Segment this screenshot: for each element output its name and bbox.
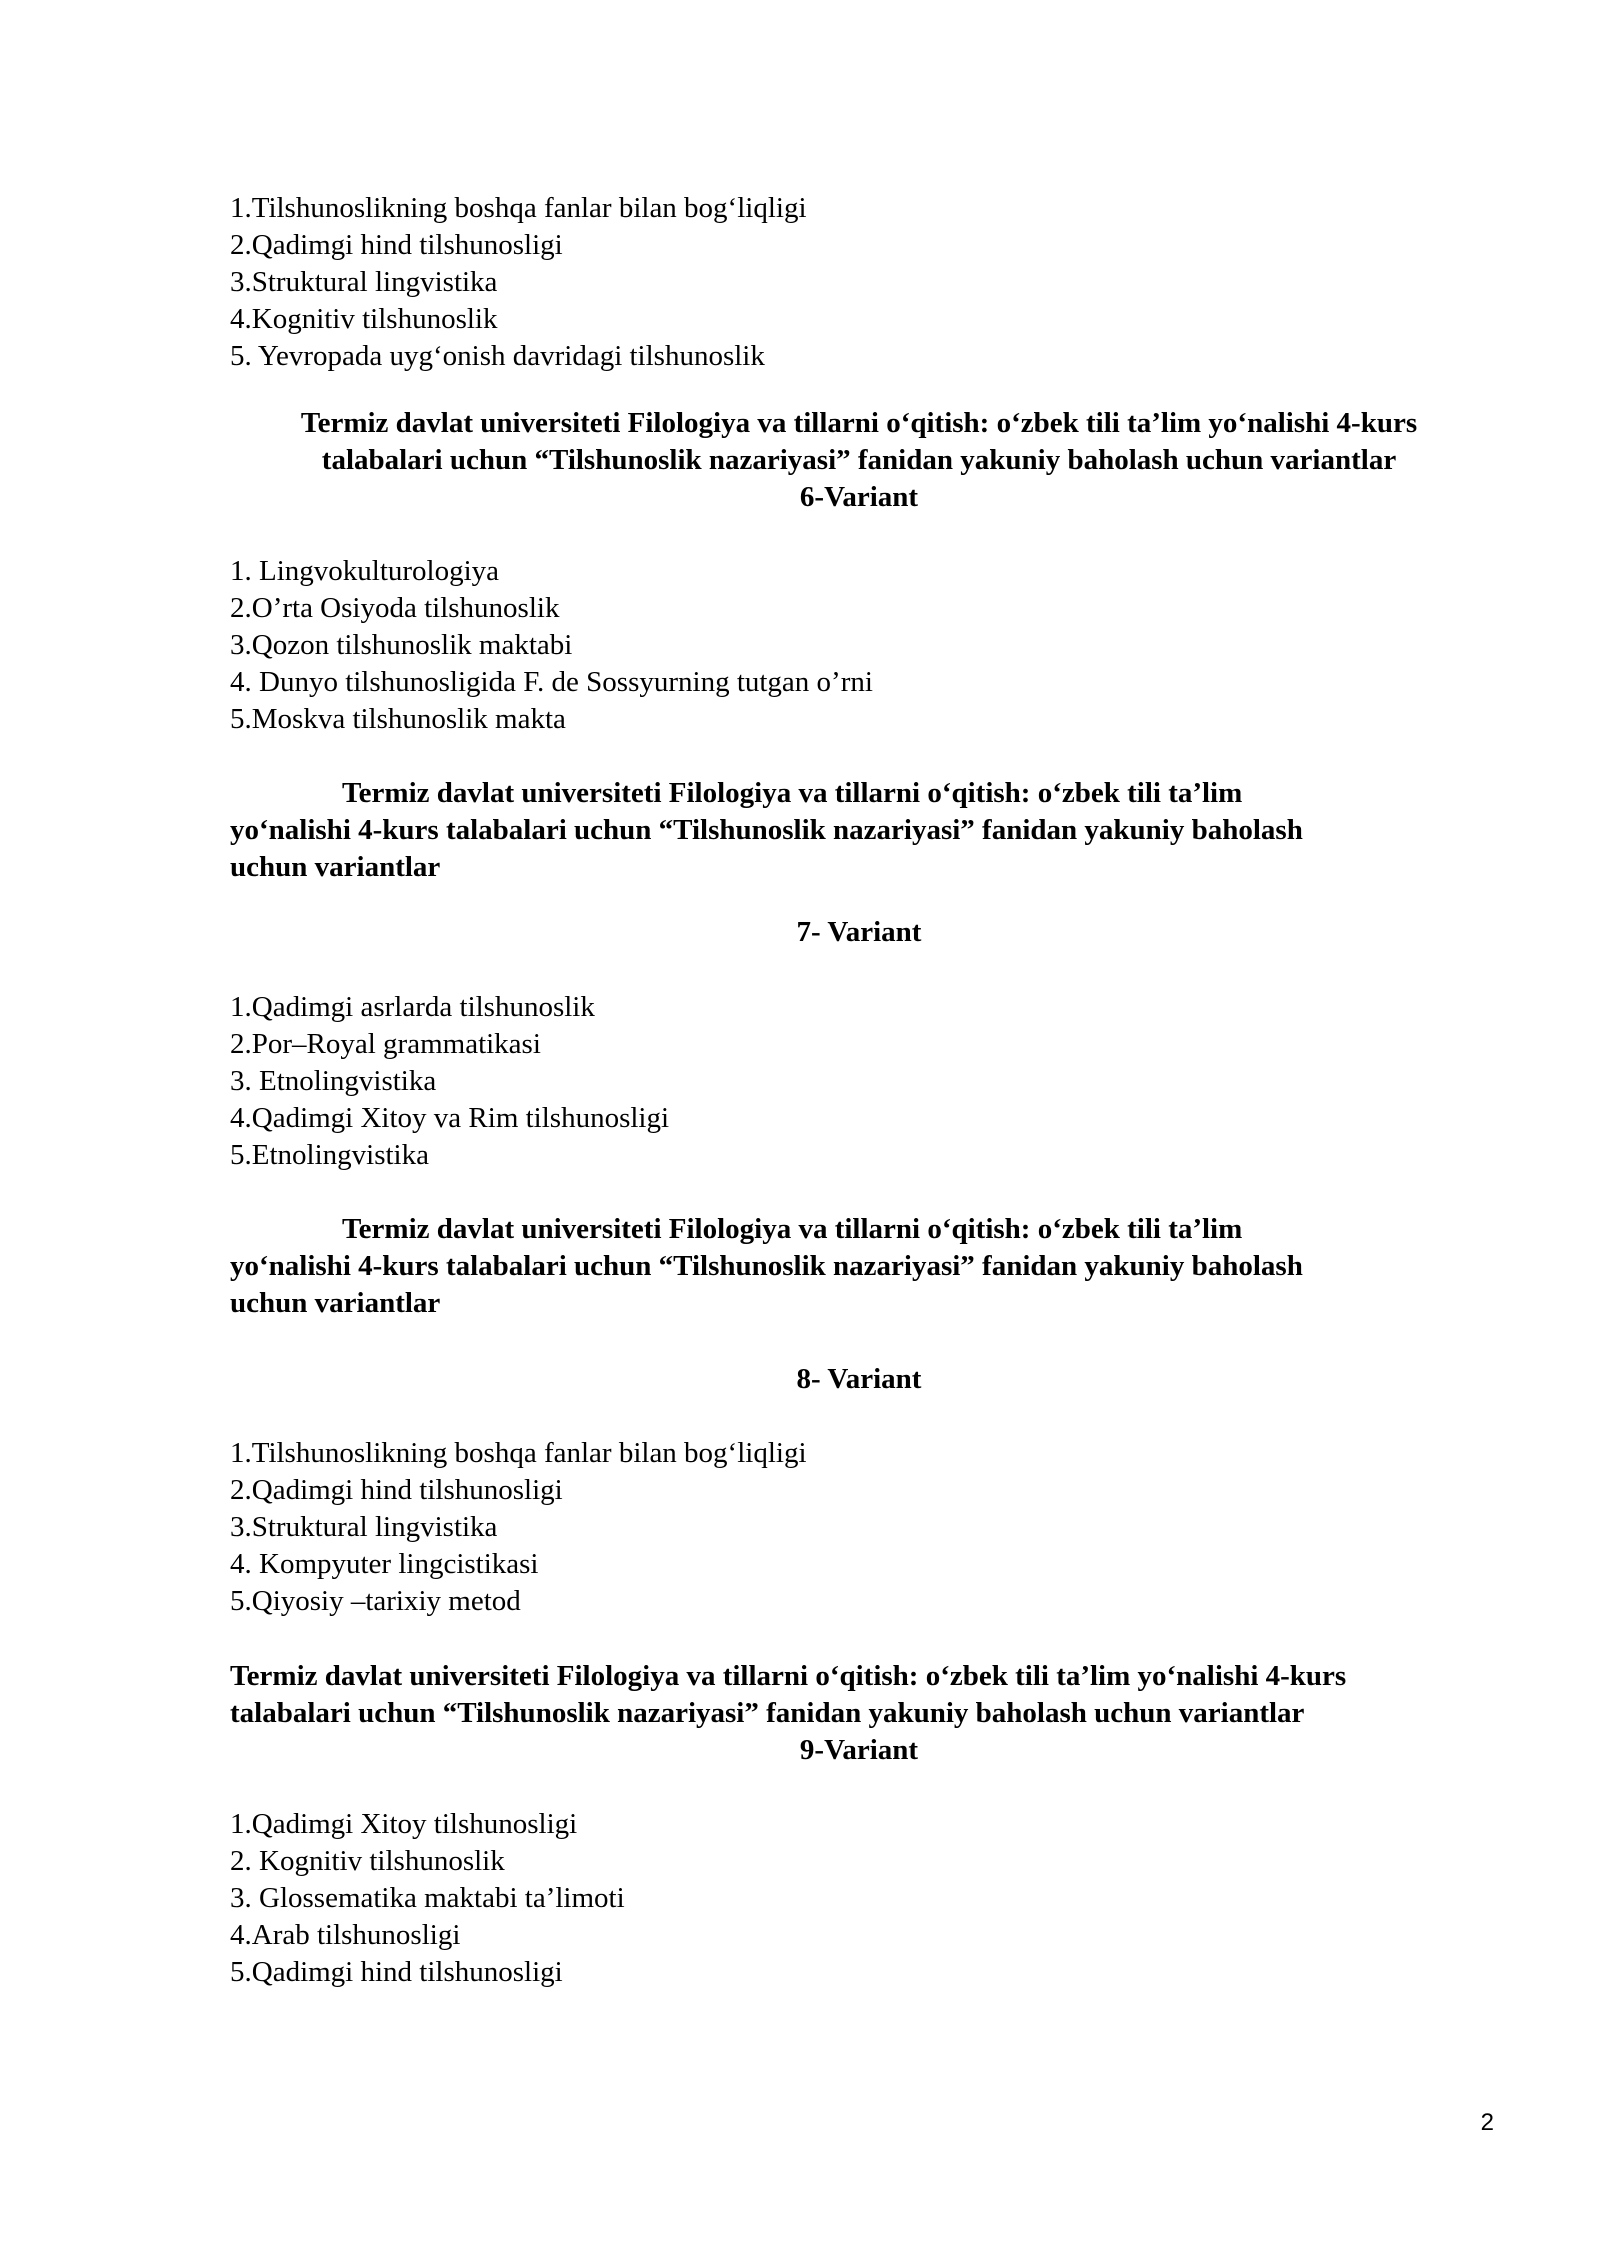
- university-heading: [230, 1211, 1488, 1322]
- list-item: 5.Qiyosiy –tarixiy metod: [230, 1585, 521, 1617]
- university-heading: [230, 405, 1488, 479]
- list-item: 4.Qadimgi Xitoy va Rim tilshunosligi: [230, 1102, 670, 1134]
- heading-line: uchun variantlar: [230, 851, 441, 883]
- section-6-heading: [230, 405, 1488, 516]
- heading-line: Termiz davlat universiteti Filologiya va tillarni o‘qitish: o‘zbek tili ta’lim: [342, 777, 1243, 809]
- list-item: 2.O’rta Osiyoda tilshunoslik: [230, 592, 560, 624]
- heading-line: talabalari uchun “Tilshunoslik nazariyasi” fanidan yakuniy baholash uchun variantlar: [321, 444, 1397, 476]
- heading-line: talabalari uchun “Tilshunoslik nazariyasi” fanidan yakuniy baholash uchun variantlar: [230, 1697, 1305, 1729]
- variant-title: 8- Variant: [796, 1363, 922, 1395]
- list-item: 2.Qadimgi hind tilshunosligi: [230, 1474, 563, 1506]
- list-item: 1.Tilshunoslikning boshqa fanlar bilan bog‘liqligi: [230, 192, 807, 224]
- list-item: 2. Kognitiv tilshunoslik: [230, 1845, 505, 1877]
- list-item: 3.Qozon tilshunoslik maktabi: [230, 629, 573, 661]
- section-8-heading: [230, 1211, 1488, 1322]
- list-item: 1.Tilshunoslikning boshqa fanlar bilan bog‘liqligi: [230, 1437, 807, 1469]
- list-item: 4. Kompyuter lingcistikasi: [230, 1548, 539, 1580]
- section-7-variant: [230, 914, 1488, 951]
- section-7-heading: [230, 775, 1488, 886]
- list-item: 5.Etnolingvistika: [230, 1139, 429, 1171]
- list-item: 3.Struktural lingvistika: [230, 1511, 498, 1543]
- top-topic-list: [230, 190, 1488, 375]
- list-item: 5. Yevropada uyg‘onish davridagi tilshunoslik: [230, 340, 765, 372]
- section-9-heading: [230, 1658, 1488, 1769]
- section-7-topic-list: [230, 989, 1488, 1174]
- section-8-topic-list: [230, 1435, 1488, 1620]
- list-item: 4.Arab tilshunosligi: [230, 1919, 461, 1951]
- list-item: 5.Moskva tilshunoslik makta: [230, 703, 566, 735]
- university-heading: [230, 1658, 1488, 1732]
- list-item: 5.Qadimgi hind tilshunosligi: [230, 1956, 563, 1988]
- heading-line: yo‘nalishi 4-kurs talabalari uchun “Tilshunoslik nazariyasi” fanidan yakuniy baholash: [230, 1250, 1303, 1282]
- list-item: 2.Qadimgi hind tilshunosligi: [230, 229, 563, 261]
- heading-line: Termiz davlat universiteti Filologiya va tillarni o‘qitish: o‘zbek tili ta’lim yo‘nalishi 4-kurs: [230, 1660, 1347, 1692]
- variant-title: 7- Variant: [796, 916, 922, 948]
- section-6-topic-list: [230, 553, 1488, 738]
- heading-line: uchun variantlar: [230, 1287, 441, 1319]
- variant-title: 9-Variant: [799, 1734, 919, 1766]
- variant-title: 6-Variant: [799, 481, 919, 513]
- heading-line: Termiz davlat universiteti Filologiya va tillarni o‘qitish: o‘zbek tili ta’lim: [342, 1213, 1243, 1245]
- list-item: 1.Qadimgi asrlarda tilshunoslik: [230, 991, 595, 1023]
- list-item: 1. Lingvokulturologiya: [230, 555, 500, 587]
- list-item: 4. Dunyo tilshunosligida F. de Sossyurning tutgan o’rni: [230, 666, 873, 698]
- section-8-variant: [230, 1361, 1488, 1398]
- section-9-topic-list: [230, 1806, 1488, 1991]
- list-item: 3. Glossematika maktabi ta’limoti: [230, 1882, 625, 1914]
- list-item: 1.Qadimgi Xitoy tilshunosligi: [230, 1808, 578, 1840]
- list-item: 2.Por–Royal grammatikasi: [230, 1028, 541, 1060]
- list-item: 4.Kognitiv tilshunoslik: [230, 303, 498, 335]
- list-item: 3. Etnolingvistika: [230, 1065, 437, 1097]
- heading-line: yo‘nalishi 4-kurs talabalari uchun “Tilshunoslik nazariyasi” fanidan yakuniy baholash: [230, 814, 1303, 846]
- heading-line: Termiz davlat universiteti Filologiya va tillarni o‘qitish: o‘zbek tili ta’lim yo‘nalishi 4-kurs: [300, 407, 1418, 439]
- list-item: 3.Struktural lingvistika: [230, 266, 498, 298]
- page-number: 2: [1480, 2109, 1494, 2136]
- university-heading: [230, 775, 1488, 886]
